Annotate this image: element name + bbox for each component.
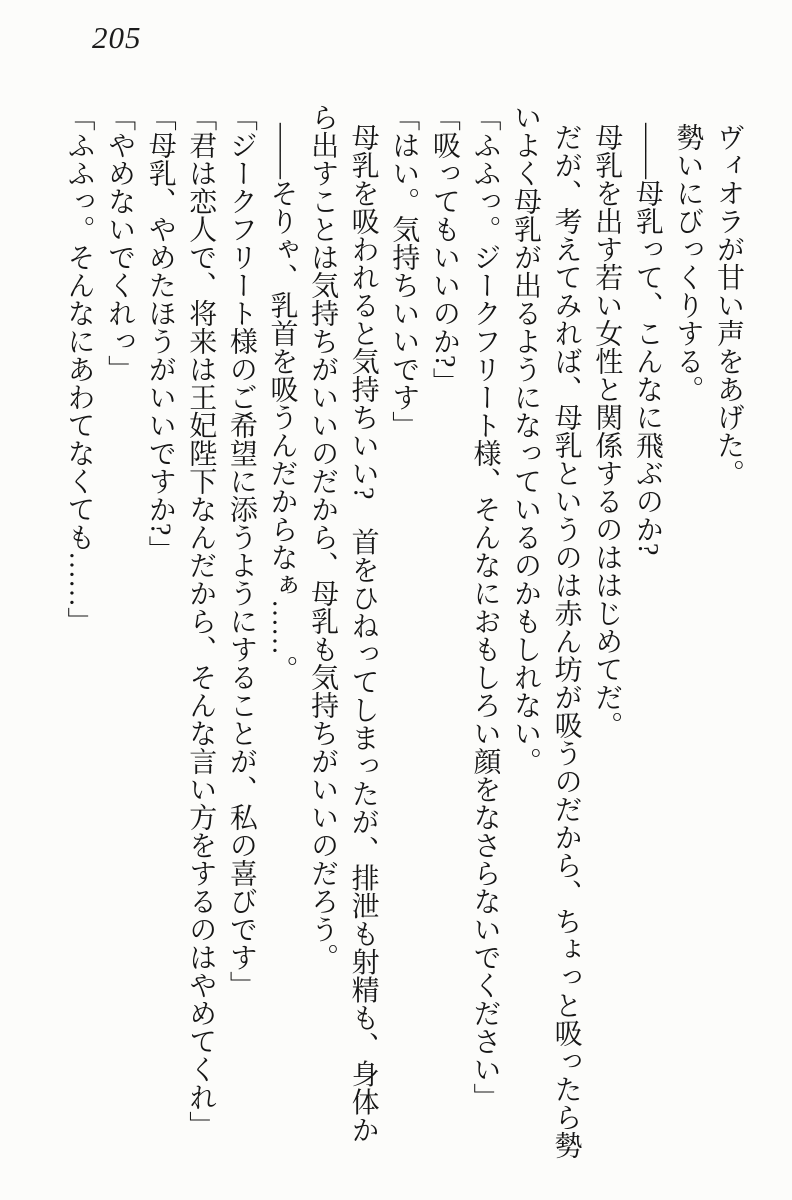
- text-line: いよく母乳が出るようになっているのかもしれない。: [510, 103, 542, 775]
- text-line: 「はい。気持ちいいです」: [388, 103, 420, 439]
- text-line: 母乳を吸われると気持ちいい? 首をひねってしまったが、排泄も射精も、身体か: [347, 123, 379, 1144]
- text-line: ら出すことは気持ちがいいのだから、母乳も気持ちがいいのだろう。: [307, 103, 339, 971]
- text-line: 「母乳、やめたほうがいいですか?」: [144, 103, 176, 564]
- text-block: [48, 103, 748, 1159]
- text-line: 「ふふっ。そんなにあわてなくても……」: [63, 103, 95, 635]
- text-line: 「ジークフリート様のご希望に添うようにすることが、私の喜びです」: [225, 103, 257, 999]
- text-line: 「ふふっ。ジークフリート様、そんなにおもしろい顔をなさらないでください」: [469, 103, 501, 1111]
- text-line: 勢いにびっくりする。: [672, 123, 704, 403]
- text-line: 「吸ってもいいのか?」: [428, 103, 460, 396]
- text-line: だが、考えてみれば、母乳というのは赤ん坊が吸うのだから、ちょっと吸ったら勢: [550, 123, 582, 1159]
- text-line: 「やめないでくれっ」: [104, 103, 136, 383]
- text-line: ヴィオラが甘い声をあげた。: [713, 123, 744, 487]
- text-line: 母乳を出す若い女性と関係するのははじめてだ。: [591, 123, 623, 739]
- page-number: 205: [92, 20, 142, 55]
- text-line: ――そりゃ、乳首を吸うんだからなぁ……。: [266, 123, 298, 683]
- text-line: 「君は恋人で、将来は王妃陛下なんだから、そんな言い方をするのはやめてくれ」: [185, 103, 217, 1139]
- text-line: ――母乳って、こんなに飛ぶのか?: [631, 123, 663, 556]
